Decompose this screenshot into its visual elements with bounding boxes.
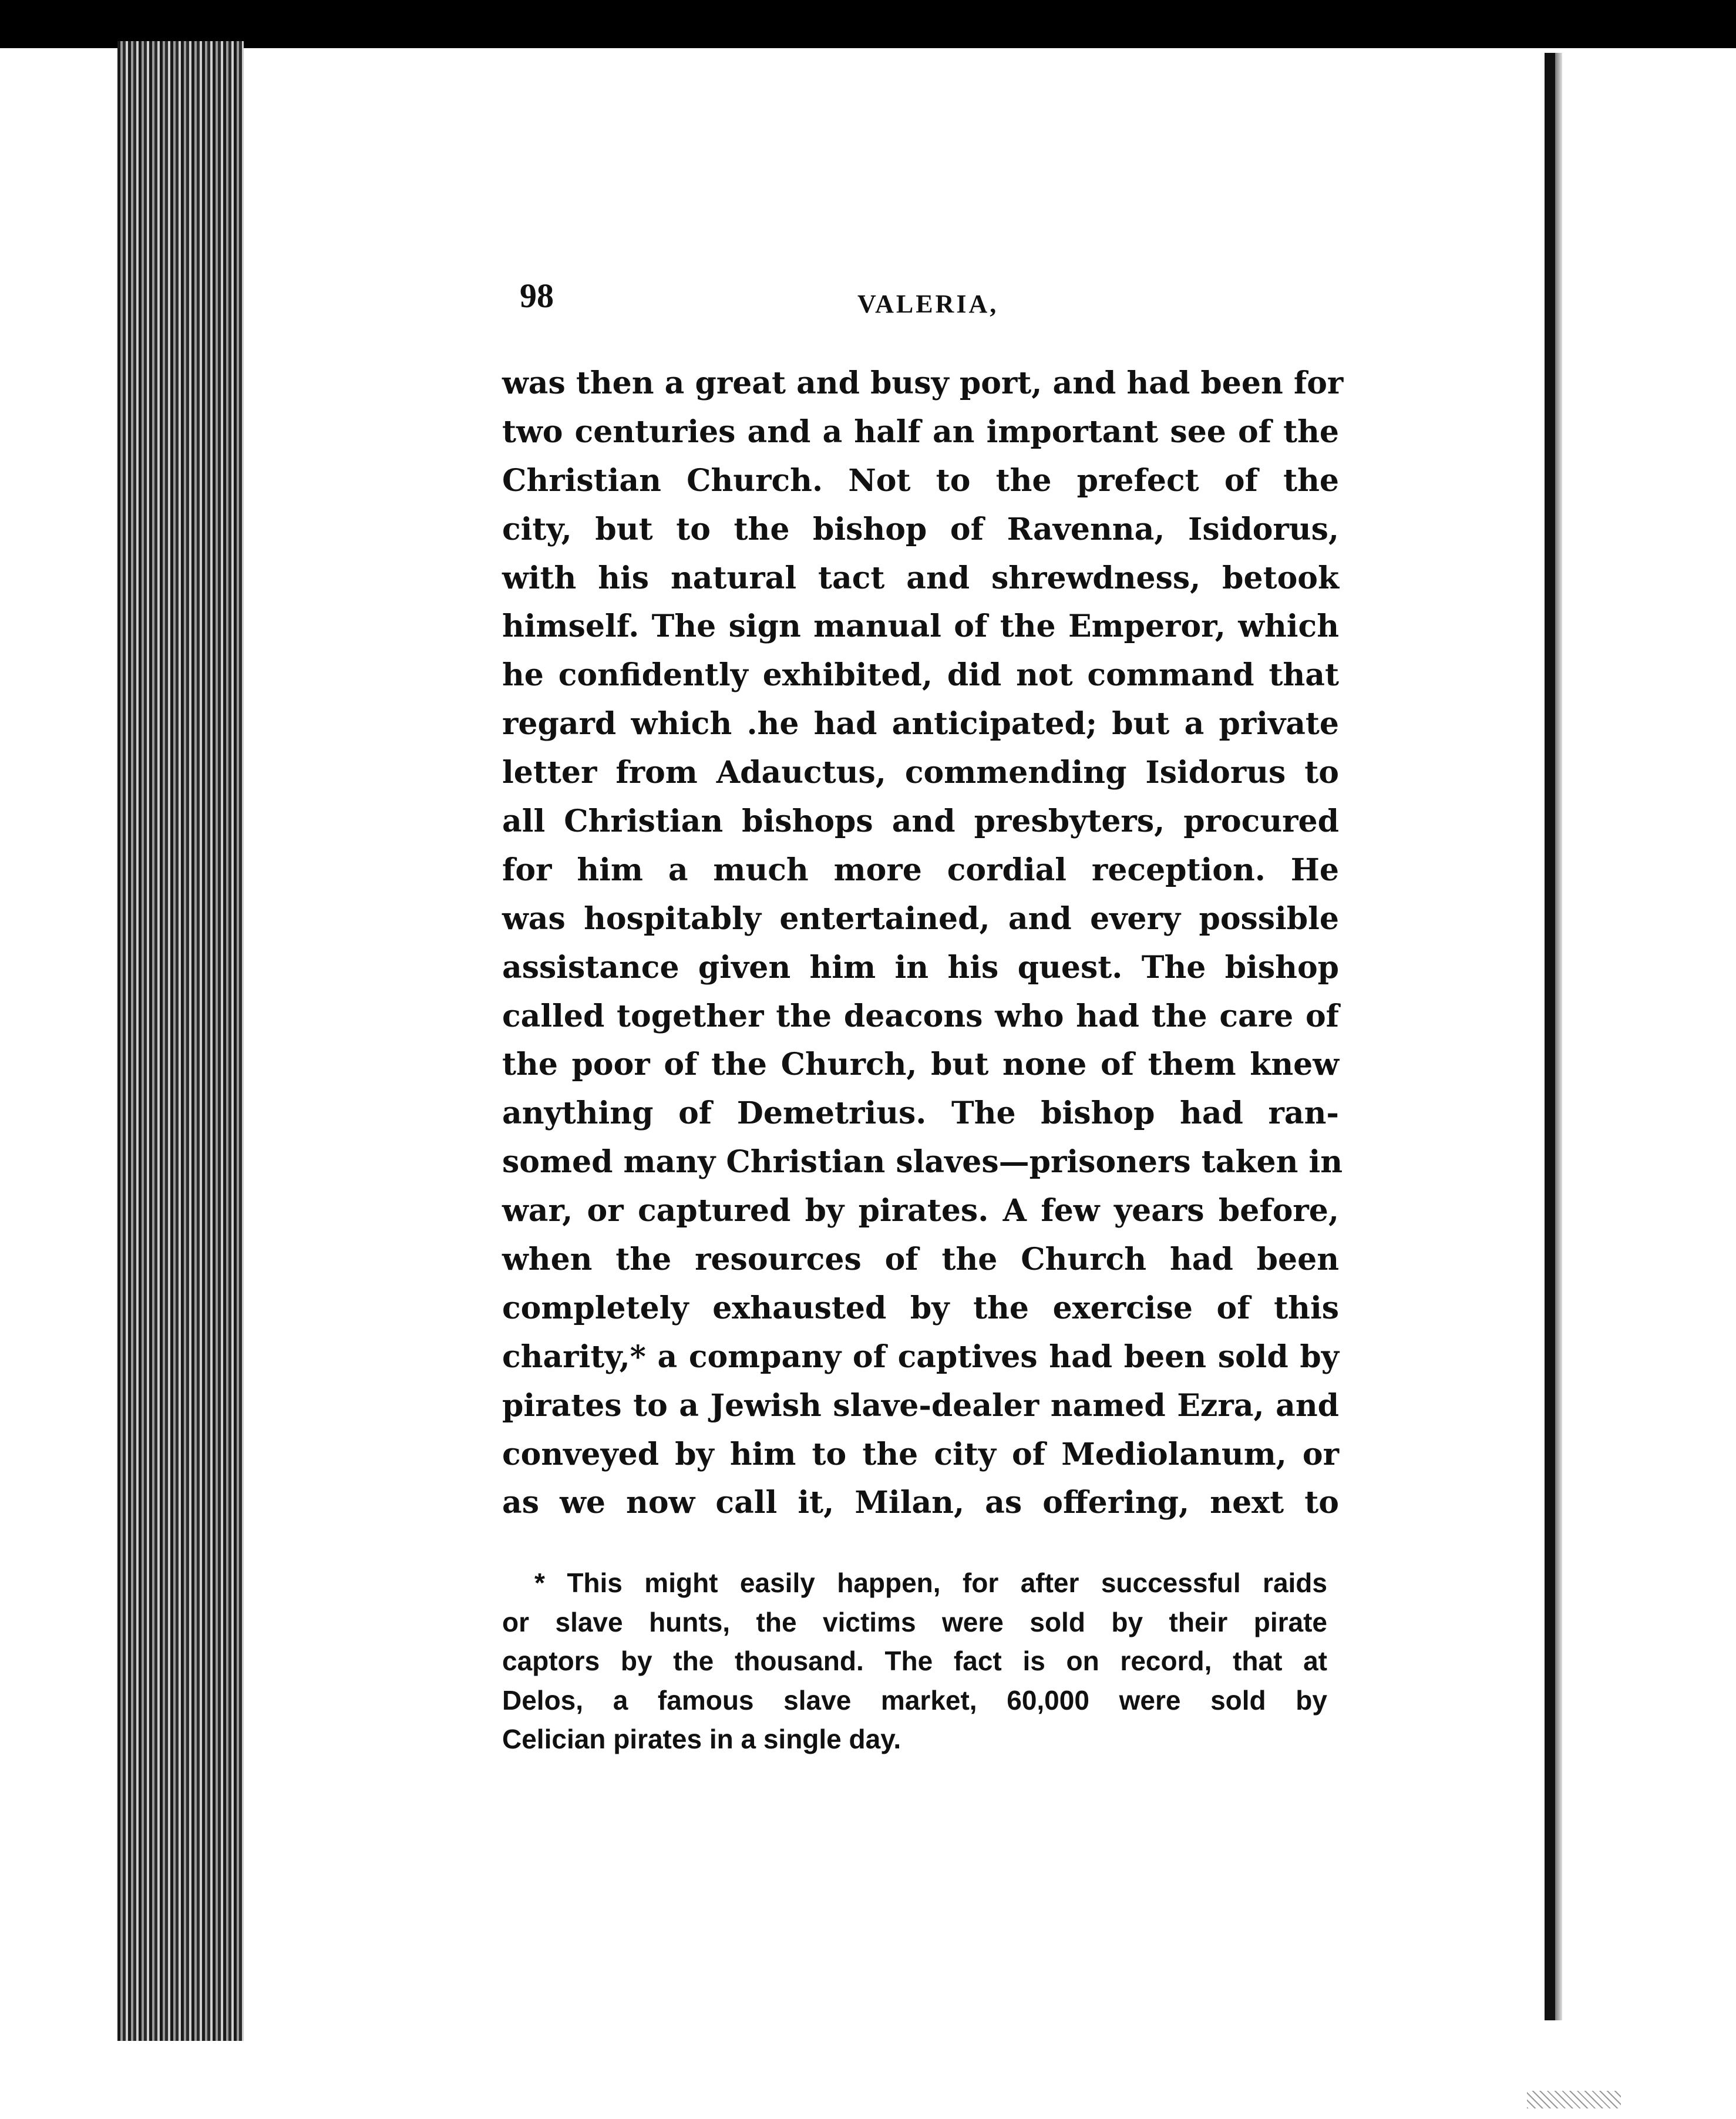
text-line: charity,* a company of captives had been sold by	[502, 1338, 1339, 1375]
text-line: Christian Church. Not to the prefect of the	[502, 462, 1339, 499]
text-line: regard which .he had anticipated; but a private	[502, 706, 1339, 742]
footnote-line: * This might easily happen, for after successful raids	[534, 1568, 1327, 1598]
text-line: assistance given him in his quest. The bishop	[502, 949, 1339, 985]
text-line: city, but to the bishop of Ravenna, Isidorus,	[502, 511, 1339, 547]
footnote-line: captors by the thousand. The fact is on record, that at	[502, 1646, 1327, 1676]
text-line: anything of Demetrius. The bishop had ran-	[502, 1095, 1339, 1132]
text-line: for him a much more cordial reception. He	[502, 852, 1339, 888]
running-head: VALERIA,	[857, 290, 999, 318]
text-line: all Christian bishops and presbyters, procured	[502, 803, 1339, 840]
text-line: conveyed by him to the city of Mediolanum, or	[502, 1436, 1339, 1472]
footnote-line: Delos, a famous slave market, 60,000 were sold by	[502, 1684, 1327, 1716]
footnote	[502, 1563, 1327, 1759]
text-line: when the resources of the Church had been	[502, 1242, 1339, 1278]
text-line: pirates to a Jewish slave-dealer named Ezra, and	[502, 1387, 1339, 1424]
book-page-edges	[117, 41, 244, 2041]
scan-top-border	[0, 0, 1736, 48]
text-line: completely exhausted by the exercise of this	[502, 1290, 1339, 1326]
text-line: was then a great and busy port, and had been for	[502, 365, 1344, 401]
text-line: the poor of the Church, but none of them knew	[502, 1047, 1339, 1083]
text-line: somed many Christian slaves—prisoners taken in	[502, 1144, 1343, 1180]
footnote-line: Celician pirates in a single day.	[502, 1724, 901, 1754]
scan-speckles	[1527, 2091, 1621, 2108]
text-line: called together the deacons who had the care of	[502, 998, 1339, 1034]
text-line: war, or captured by pirates. A few years before,	[502, 1193, 1339, 1229]
text-line: two centuries and a half an important see of the	[502, 413, 1339, 450]
text-line: as we now call it, Milan, as offering, next to	[502, 1485, 1339, 1521]
footnote-line: or slave hunts, the victims were sold by their pirate	[502, 1606, 1327, 1637]
text-line: with his natural tact and shrewdness, betook	[502, 560, 1339, 596]
facing-page-edge	[1545, 53, 1562, 2020]
text-line: himself. The sign manual of the Emperor, which	[502, 608, 1339, 645]
text-line: was hospitably entertained, and every possible	[502, 900, 1339, 937]
text-line: he confidently exhibited, did not command that	[502, 657, 1339, 694]
text-line: letter from Adauctus, commending Isidorus to	[502, 755, 1339, 791]
body-text	[502, 359, 1344, 1528]
page-number: 98	[520, 277, 554, 315]
